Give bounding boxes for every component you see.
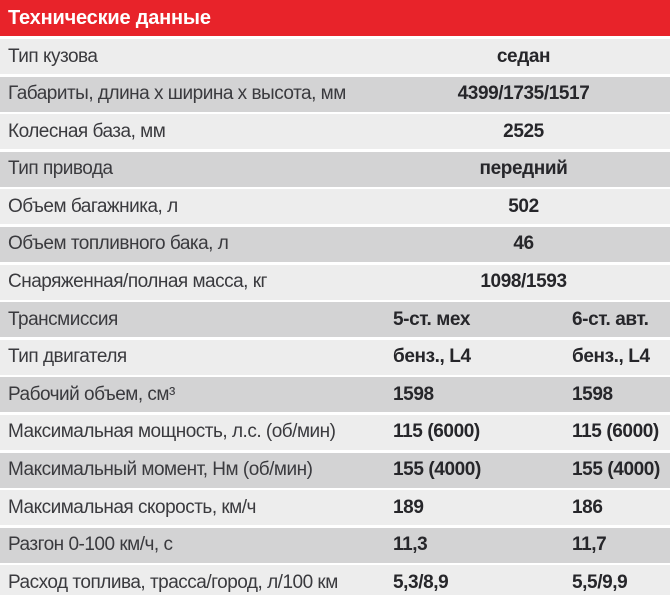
spec-label: Расход топлива, трасса/город, л/100 км (8, 571, 338, 593)
spec-label: Объем багажника, л (8, 195, 178, 217)
spec-value-manual: 1598 (393, 383, 434, 405)
spec-row (0, 114, 670, 149)
spec-label: Тип кузова (8, 45, 98, 67)
spec-label: Трансмиссия (8, 308, 118, 330)
spec-row (0, 415, 670, 450)
spec-row (0, 565, 670, 595)
spec-row (0, 227, 670, 262)
spec-row (0, 39, 670, 74)
spec-value: 46 (513, 233, 534, 255)
spec-label: Колесная база, мм (8, 120, 166, 142)
spec-row (0, 453, 670, 488)
spec-value-manual: 155 (4000) (393, 459, 481, 481)
spec-value-automatic: 186 (572, 496, 603, 518)
spec-row (0, 77, 670, 112)
spec-label: Тип привода (8, 158, 113, 180)
spec-label: Габариты, длина х ширина х высота, мм (8, 83, 346, 105)
page-title: Технические данные (8, 6, 211, 29)
spec-label: Разгон 0-100 км/ч, с (8, 534, 173, 556)
spec-value: 2525 (503, 120, 544, 142)
spec-value-automatic: 11,7 (572, 534, 607, 556)
spec-value-manual: 115 (6000) (393, 421, 480, 443)
spec-value-automatic: 5,5/9,9 (572, 571, 628, 593)
spec-row (0, 265, 670, 300)
spec-label: Максимальная скорость, км/ч (8, 496, 256, 518)
spec-value-manual: бенз., L4 (393, 346, 471, 368)
spec-value-automatic: 155 (4000) (572, 459, 660, 481)
spec-table (0, 39, 670, 595)
spec-value-automatic: 115 (6000) (572, 421, 659, 443)
spec-value: 502 (508, 195, 539, 217)
spec-value-automatic: бенз., L4 (572, 346, 650, 368)
spec-row (0, 528, 670, 563)
spec-label: Максимальный момент, Нм (об/мин) (8, 459, 313, 481)
spec-value-automatic: 1598 (572, 383, 613, 405)
spec-value: передний (479, 158, 568, 180)
spec-row (0, 377, 670, 412)
spec-label: Тип двигателя (8, 346, 127, 368)
spec-value: седан (496, 45, 551, 67)
spec-value-manual: 5-ст. мех (393, 308, 470, 330)
spec-value: 4399/1735/1517 (457, 83, 590, 105)
spec-row (0, 302, 670, 337)
title-bar (0, 0, 670, 36)
spec-label: Максимальная мощность, л.с. (об/мин) (8, 421, 336, 443)
spec-row (0, 340, 670, 375)
spec-row (0, 490, 670, 525)
spec-label: Объем топливного бака, л (8, 233, 229, 255)
spec-value-automatic: 6-ст. авт. (572, 308, 649, 330)
spec-value-manual: 11,3 (393, 534, 428, 556)
spec-value: 1098/1593 (480, 271, 567, 293)
spec-row (0, 152, 670, 187)
spec-value-manual: 5,3/8,9 (393, 571, 449, 593)
spec-label: Снаряженная/полная масса, кг (8, 271, 267, 293)
spec-row (0, 189, 670, 224)
spec-value-manual: 189 (393, 496, 424, 518)
spec-label: Рабочий объем, см³ (8, 383, 175, 405)
